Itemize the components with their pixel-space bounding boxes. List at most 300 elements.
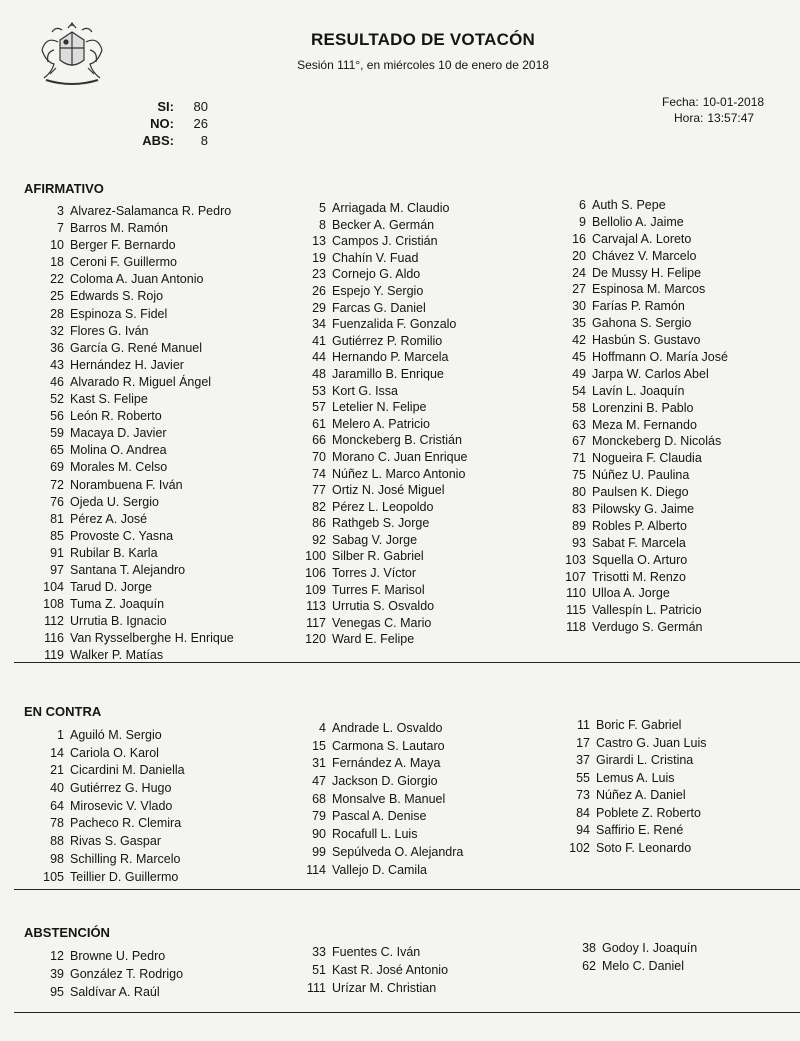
deputy-entry <box>296 826 463 844</box>
deputy-entry <box>26 511 234 528</box>
deputy-number: 94 <box>576 823 590 837</box>
deputy-entry <box>560 787 706 805</box>
deputy-number: 71 <box>572 451 586 466</box>
deputy-name: Santana T. Alejandro <box>70 562 186 577</box>
deputy-name: Nogueira F. Claudia <box>592 451 702 466</box>
deputy-entry <box>296 466 468 483</box>
deputy-name: Barros M. Ramón <box>70 221 168 236</box>
deputy-entry <box>296 943 448 961</box>
deputy-name: Lemus A. Luis <box>596 770 675 785</box>
deputy-number: 52 <box>50 392 64 407</box>
deputy-name: Soto F. Leonardo <box>596 840 692 855</box>
deputy-name: Molina O. Andrea <box>70 443 167 458</box>
deputy-name: Poblete Z. Roberto <box>596 805 701 820</box>
deputy-name: Hernández H. Javier <box>70 357 184 372</box>
deputy-entry <box>26 357 234 374</box>
vote-datetime <box>662 94 764 126</box>
deputy-name: Fuenzalida F. Gonzalo <box>332 317 457 332</box>
deputy-name: Letelier N. Felipe <box>332 400 427 415</box>
deputy-number: 17 <box>576 735 590 750</box>
deputy-entry <box>26 869 185 887</box>
deputy-entry <box>26 727 185 745</box>
deputy-number: 74 <box>312 466 326 481</box>
deputy-entry <box>296 598 468 615</box>
deputy-name: Jackson D. Giorgio <box>332 774 438 789</box>
deputy-number: 45 <box>572 350 586 365</box>
deputy-number: 7 <box>57 221 64 236</box>
deputy-name: Kast R. José Antonio <box>332 963 449 977</box>
section-divider <box>14 1012 800 1013</box>
deputy-number: 58 <box>572 400 586 415</box>
deputy-name: Bellolio A. Jaime <box>592 214 684 229</box>
deputy-number: 16 <box>572 231 586 246</box>
deputy-number: 69 <box>50 460 64 475</box>
deputy-number: 109 <box>305 582 326 597</box>
deputy-number: 25 <box>50 289 64 304</box>
deputy-number: 82 <box>312 499 326 514</box>
deputy-name: Sabat F. Marcela <box>592 535 686 550</box>
section-abstencion-col-1 <box>26 947 183 1001</box>
deputy-number: 14 <box>50 745 64 760</box>
deputy-entry <box>26 780 185 798</box>
deputy-number: 83 <box>572 502 586 517</box>
deputy-number: 65 <box>50 443 64 458</box>
deputy-number: 61 <box>312 416 326 431</box>
deputy-number: 9 <box>579 214 586 229</box>
date-row <box>662 94 764 110</box>
deputy-name: Vallespín L. Patricio <box>592 603 702 618</box>
deputy-entry <box>296 250 468 267</box>
deputy-name: Castro G. Juan Luis <box>596 735 707 750</box>
deputy-number: 62 <box>582 959 596 973</box>
deputy-entry <box>556 484 728 501</box>
deputy-name: Trisotti M. Renzo <box>592 569 687 584</box>
deputy-entry <box>556 602 728 619</box>
deputy-number: 108 <box>43 597 64 612</box>
deputy-entry <box>556 366 728 383</box>
deputy-entry <box>556 383 728 400</box>
deputy-name: Mirosevic V. Vlado <box>70 798 173 813</box>
deputy-entry <box>26 545 234 562</box>
time-row <box>662 110 764 126</box>
deputy-name: Robles P. Alberto <box>592 518 687 533</box>
deputy-name: Chahín V. Fuad <box>332 250 419 265</box>
deputy-number: 42 <box>572 333 586 348</box>
deputy-name: Ortiz N. José Miguel <box>332 483 445 498</box>
deputy-number: 26 <box>312 283 326 298</box>
deputy-name: Carvajal A. Loreto <box>592 231 692 246</box>
deputy-number: 119 <box>44 648 64 663</box>
deputy-name: Rubilar B. Karla <box>70 545 158 560</box>
deputy-entry <box>296 548 468 565</box>
deputy-entry <box>26 562 234 579</box>
deputy-name: Schilling R. Marcelo <box>70 851 181 866</box>
deputy-entry <box>26 391 234 408</box>
deputy-number: 22 <box>50 272 64 287</box>
deputy-name: Cornejo G. Aldo <box>332 267 421 282</box>
deputy-number: 103 <box>565 552 586 567</box>
deputy-number: 20 <box>572 248 586 263</box>
deputy-name: Kast S. Felipe <box>70 392 148 407</box>
deputy-number: 5 <box>319 201 326 215</box>
deputy-name: Espinoza S. Fidel <box>70 306 168 321</box>
deputy-name: González T. Rodrigo <box>70 967 184 981</box>
deputy-name: Girardi L. Cristina <box>596 753 694 767</box>
deputy-entry <box>556 467 728 484</box>
deputy-entry <box>296 217 468 234</box>
deputy-entry <box>556 265 728 282</box>
deputy-number: 104 <box>43 580 64 595</box>
deputy-entry <box>566 939 697 957</box>
deputy-name: Alvarado R. Miguel Ángel <box>70 374 212 389</box>
deputy-entry <box>296 961 448 979</box>
deputy-name: Walker P. Matías <box>70 648 164 663</box>
deputy-number: 107 <box>565 569 586 584</box>
section-abstencion-col-3 <box>566 939 697 975</box>
deputy-number: 72 <box>50 477 64 492</box>
deputy-number: 66 <box>312 433 326 448</box>
deputy-number: 117 <box>306 615 326 630</box>
deputy-entry <box>26 288 234 305</box>
deputy-number: 6 <box>579 198 586 212</box>
deputy-number: 15 <box>312 738 326 753</box>
deputy-number: 116 <box>44 631 64 646</box>
deputy-name: Pilowsky G. Jaime <box>592 502 695 517</box>
deputy-entry <box>556 585 728 602</box>
deputy-name: Turres F. Marisol <box>332 582 425 597</box>
deputy-name: Urrutia S. Osvaldo <box>332 599 435 614</box>
deputy-name: Urízar M. Christian <box>332 981 437 995</box>
deputy-number: 90 <box>312 827 326 842</box>
deputy-number: 110 <box>566 586 586 601</box>
deputy-name: Carmona S. Lautaro <box>332 738 445 753</box>
deputy-number: 12 <box>50 949 64 963</box>
deputy-entry <box>26 408 234 425</box>
deputy-name: Monckeberg D. Nicolás <box>592 434 722 449</box>
deputy-number: 105 <box>43 869 64 884</box>
deputy-number: 102 <box>569 840 590 855</box>
tally-label: NO: <box>150 116 174 131</box>
deputy-entry <box>26 442 234 459</box>
deputy-name: Macaya D. Javier <box>70 426 167 441</box>
deputy-name: Farías P. Ramón <box>592 299 685 314</box>
deputy-name: Urrutia B. Ignacio <box>70 614 167 629</box>
deputy-name: Berger F. Bernardo <box>70 238 176 253</box>
deputy-entry <box>26 306 234 323</box>
deputy-name: Pérez L. Leopoldo <box>332 499 434 514</box>
deputy-entry <box>296 720 463 738</box>
deputy-number: 111 <box>306 981 326 995</box>
section-en-contra-col-1 <box>26 727 185 886</box>
deputy-number: 84 <box>576 805 590 820</box>
section-divider <box>14 662 800 663</box>
deputy-number: 115 <box>566 603 586 618</box>
deputy-number: 113 <box>306 599 326 614</box>
deputy-entry <box>296 266 468 283</box>
tally-value: 80 <box>193 99 208 114</box>
deputy-entry <box>296 582 468 599</box>
deputy-number: 99 <box>312 844 326 859</box>
deputy-name: Boric F. Gabriel <box>596 718 682 732</box>
deputy-name: Andrade L. Osvaldo <box>332 721 443 735</box>
deputy-entry <box>556 501 728 518</box>
deputy-entry <box>560 822 706 840</box>
deputy-number: 88 <box>50 834 64 849</box>
deputy-name: Espejo Y. Sergio <box>332 283 424 298</box>
deputy-entry <box>296 738 463 756</box>
tally-row-si <box>130 98 208 115</box>
section-title-en-contra: EN CONTRA <box>24 704 102 719</box>
deputy-number: 70 <box>312 449 326 464</box>
deputy-number: 40 <box>50 781 64 796</box>
deputy-name: Ulloa A. Jorge <box>592 586 670 601</box>
deputy-name: Silber R. Gabriel <box>332 549 424 564</box>
deputy-number: 80 <box>572 485 586 500</box>
deputy-entry <box>296 349 468 366</box>
deputy-name: Saffirio E. René <box>596 823 684 837</box>
deputy-entry <box>26 459 234 476</box>
deputy-name: Godoy I. Joaquín <box>602 941 698 955</box>
deputy-number: 93 <box>572 535 586 550</box>
section-title-afirmativo: AFIRMATIVO <box>24 181 104 196</box>
deputy-number: 63 <box>572 417 586 432</box>
deputy-name: Venegas C. Mario <box>332 615 432 630</box>
deputy-number: 77 <box>312 483 326 498</box>
deputy-name: Núñez L. Marco Antonio <box>332 466 466 481</box>
deputy-number: 54 <box>572 383 586 398</box>
deputy-number: 30 <box>572 299 586 314</box>
deputy-entry <box>296 432 468 449</box>
deputy-number: 114 <box>306 862 326 877</box>
deputy-name: Vallejo D. Camila <box>332 862 427 877</box>
deputy-number: 23 <box>312 267 326 282</box>
deputy-number: 44 <box>312 350 326 365</box>
deputy-entry <box>296 366 468 383</box>
deputy-name: Arriagada M. Claudio <box>332 201 450 215</box>
deputy-number: 79 <box>312 809 326 824</box>
deputy-entry <box>26 271 234 288</box>
deputy-name: Rocafull L. Luis <box>332 827 418 842</box>
deputy-entry <box>556 569 728 586</box>
deputy-number: 27 <box>572 282 586 297</box>
deputy-entry <box>296 791 463 809</box>
deputy-entry <box>296 773 463 791</box>
deputy-name: Paulsen K. Diego <box>592 485 689 500</box>
deputy-entry <box>26 596 234 613</box>
deputy-number: 106 <box>305 566 326 581</box>
deputy-name: Hasbún S. Gustavo <box>592 333 701 348</box>
deputy-number: 89 <box>572 518 586 533</box>
deputy-entry <box>556 248 728 265</box>
section-abstencion-col-2 <box>296 943 448 997</box>
deputy-entry <box>26 833 185 851</box>
time-value: 13:57:47 <box>707 111 755 125</box>
deputy-entry <box>296 631 468 648</box>
deputy-name: Núñez A. Daniel <box>596 788 686 802</box>
deputy-number: 34 <box>312 317 326 332</box>
deputy-name: Meza M. Fernando <box>592 417 697 432</box>
deputy-number: 19 <box>312 250 326 265</box>
deputy-number: 86 <box>312 516 326 531</box>
deputy-number: 48 <box>312 366 326 381</box>
deputy-number: 37 <box>576 753 590 767</box>
deputy-entry <box>296 333 468 350</box>
deputy-name: Pacheco R. Clemira <box>70 816 182 831</box>
deputy-name: Hernando P. Marcela <box>332 350 449 365</box>
deputy-name: Rivas S. Gaspar <box>70 834 162 849</box>
deputy-entry <box>26 965 183 983</box>
deputy-entry <box>296 449 468 466</box>
deputy-name: Norambuena F. Iván <box>70 477 183 492</box>
date-label: Fecha: <box>662 95 699 109</box>
deputy-name: Van Rysselberghe H. Enrique <box>70 631 234 646</box>
deputy-name: León R. Roberto <box>70 409 162 424</box>
section-en-contra-col-3 <box>560 717 706 857</box>
deputy-name: Sabag V. Jorge <box>332 532 418 547</box>
session-subtitle: Sesión 111°, en miércoles 10 de enero de 2018 <box>297 58 549 72</box>
deputy-name: Tuma Z. Joaquín <box>70 597 165 612</box>
deputy-number: 92 <box>312 532 326 547</box>
deputy-number: 8 <box>319 217 326 232</box>
deputy-entry <box>560 840 706 858</box>
deputy-entry <box>296 565 468 582</box>
vote-tally <box>130 98 208 149</box>
section-afirmativo-col-1 <box>26 203 234 665</box>
deputy-number: 29 <box>312 300 326 315</box>
deputy-name: Coloma A. Juan Antonio <box>70 272 204 287</box>
deputy-entry <box>26 762 185 780</box>
deputy-name: Gahona S. Sergio <box>592 316 692 331</box>
deputy-entry <box>296 383 468 400</box>
deputy-entry <box>26 613 234 630</box>
deputy-name: Fuentes C. Iván <box>332 945 421 959</box>
deputy-entry <box>556 518 728 535</box>
tally-label: SI: <box>157 99 174 114</box>
deputy-entry <box>26 745 185 763</box>
deputy-name: Squella O. Arturo <box>592 552 688 567</box>
deputy-name: Lavín L. Joaquín <box>592 383 685 398</box>
deputy-name: Núñez U. Paulina <box>592 468 690 483</box>
deputy-entry <box>296 615 468 632</box>
deputy-entry <box>556 417 728 434</box>
deputy-number: 67 <box>572 434 586 449</box>
deputy-number: 97 <box>50 562 64 577</box>
deputy-number: 68 <box>312 791 326 806</box>
deputy-entry <box>26 815 185 833</box>
deputy-name: Rathgeb S. Jorge <box>332 516 430 531</box>
page-title: RESULTADO DE VOTACÓN <box>310 30 536 49</box>
deputy-entry <box>296 844 463 862</box>
deputy-number: 38 <box>582 941 596 955</box>
deputy-entry <box>26 254 234 271</box>
deputy-name: Jaramillo B. Enrique <box>332 366 444 381</box>
deputy-number: 43 <box>50 357 64 372</box>
tally-row-abs <box>130 132 208 149</box>
deputy-entry <box>556 214 728 231</box>
deputy-name: Cariola O. Karol <box>70 745 159 760</box>
time-label: Hora: <box>674 111 704 125</box>
section-divider <box>14 889 800 890</box>
deputy-name: Alvarez-Salamanca R. Pedro <box>70 204 232 218</box>
deputy-name: Gutiérrez P. Romilio <box>332 333 443 348</box>
section-title-abstencion: ABSTENCIÓN <box>24 925 110 940</box>
section-afirmativo-col-2 <box>296 200 468 648</box>
deputy-entry <box>560 805 706 823</box>
deputy-entry <box>556 535 728 552</box>
deputy-entry <box>556 281 728 298</box>
deputy-entry <box>26 947 183 965</box>
deputy-entry <box>556 552 728 569</box>
deputy-entry <box>556 349 728 366</box>
deputy-entry <box>556 450 728 467</box>
deputy-entry <box>26 579 234 596</box>
deputy-name: Monckeberg B. Cristián <box>332 433 462 448</box>
deputy-number: 18 <box>50 255 64 270</box>
deputy-name: Cicardini M. Daniella <box>70 763 185 778</box>
deputy-entry <box>26 851 185 869</box>
deputy-name: De Mussy H. Felipe <box>592 265 702 280</box>
deputy-name: Lorenzini B. Pablo <box>592 400 694 415</box>
deputy-number: 4 <box>319 721 326 735</box>
deputy-entry <box>560 735 706 753</box>
deputy-entry <box>26 477 234 494</box>
deputy-entry <box>26 220 234 237</box>
deputy-entry <box>556 231 728 248</box>
deputy-entry <box>296 532 468 549</box>
deputy-number: 11 <box>577 718 590 732</box>
deputy-entry <box>556 197 728 214</box>
deputy-number: 73 <box>576 788 590 802</box>
deputy-name: Saldívar A. Raúl <box>70 985 160 999</box>
deputy-entry <box>296 515 468 532</box>
deputy-entry <box>26 630 234 647</box>
tally-label: ABS: <box>142 133 174 148</box>
deputy-number: 59 <box>50 426 64 441</box>
deputy-number: 35 <box>572 316 586 331</box>
deputy-name: Flores G. Iván <box>70 323 149 338</box>
deputy-entry <box>296 808 463 826</box>
deputy-entry <box>296 416 468 433</box>
deputy-entry <box>296 399 468 416</box>
deputy-entry <box>26 340 234 357</box>
deputy-number: 3 <box>57 204 64 218</box>
deputy-number: 21 <box>50 763 64 778</box>
deputy-entry <box>296 862 463 880</box>
deputy-entry <box>26 374 234 391</box>
deputy-entry <box>556 619 728 636</box>
deputy-name: Tarud D. Jorge <box>70 580 152 595</box>
deputy-number: 47 <box>312 774 326 789</box>
deputy-name: Verdugo S. Germán <box>592 620 703 635</box>
deputy-number: 100 <box>305 549 326 564</box>
section-en-contra-col-2 <box>296 720 463 879</box>
deputy-number: 120 <box>305 632 326 647</box>
deputy-entry <box>296 499 468 516</box>
deputy-number: 13 <box>312 234 326 249</box>
deputy-name: Ceroni F. Guillermo <box>70 255 177 270</box>
deputy-name: Sepúlveda O. Alejandra <box>332 844 464 859</box>
deputy-entry <box>556 298 728 315</box>
deputy-name: Chávez V. Marcelo <box>592 248 697 263</box>
deputy-entry <box>26 237 234 254</box>
deputy-entry <box>296 200 468 217</box>
deputy-name: Provoste C. Yasna <box>70 528 174 543</box>
deputy-name: Espinosa M. Marcos <box>592 282 706 297</box>
deputy-entry <box>296 283 468 300</box>
deputy-name: Fernández A. Maya <box>332 756 441 771</box>
deputy-name: Gutiérrez G. Hugo <box>70 781 172 796</box>
deputy-number: 91 <box>50 545 64 560</box>
